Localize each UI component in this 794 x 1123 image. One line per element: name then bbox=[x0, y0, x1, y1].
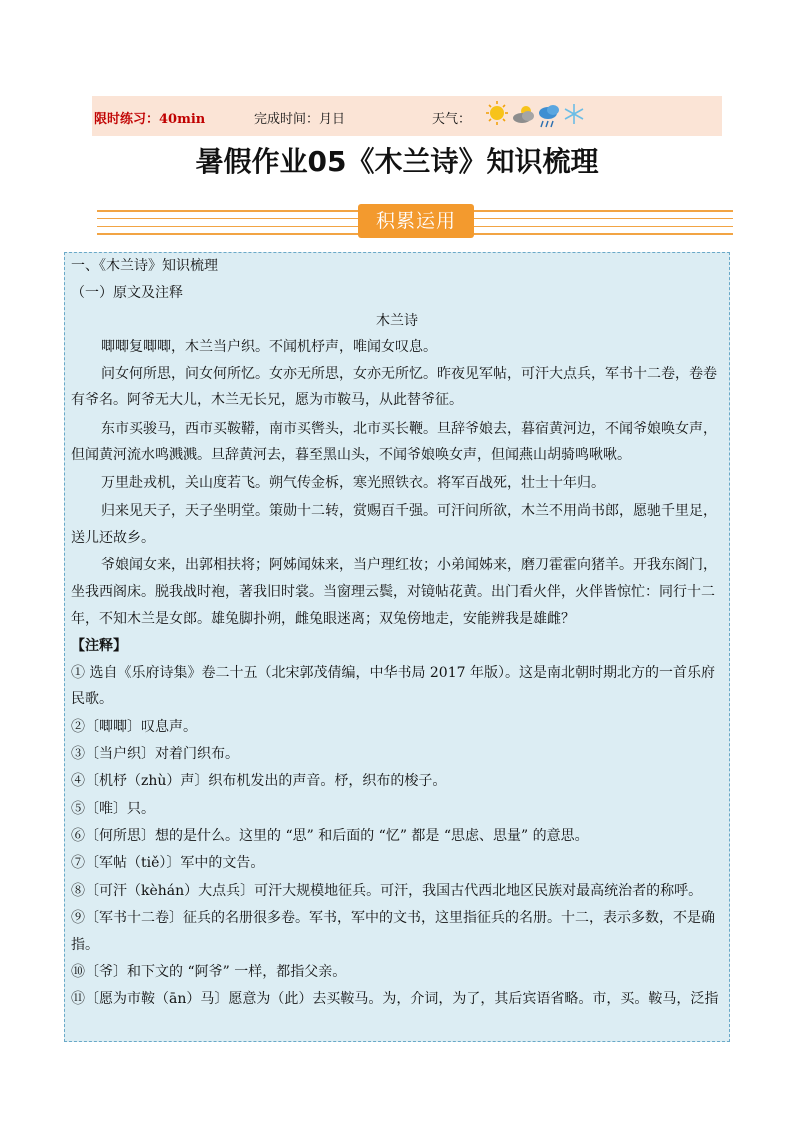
sun-icon bbox=[486, 101, 508, 125]
note-item: ④〔机杼（zhù）声〕织布机发出的声音。杼，织布的梭子。 bbox=[71, 773, 447, 789]
subsection-heading: （一）原文及注释 bbox=[71, 285, 183, 301]
note-item: ⑨〔军书十二卷〕征兵的名册很多卷。军书，军中的文书，这里指征兵的名册。十二，表示多数，不是确 bbox=[71, 910, 715, 926]
poem-line: 问女何所思，问女何所忆。女亦无所思，女亦无所忆。昨夜见军帖，可汗大点兵，军书十二卷，卷卷 bbox=[101, 366, 717, 382]
note-item: ⑩〔爷〕和下文的 “阿爷” 一样，都指父亲。 bbox=[71, 964, 347, 980]
header-band bbox=[92, 96, 722, 136]
poem-line: 有爷名。阿爷无大儿，木兰无长兄，愿为市鞍马，从此替爷征。 bbox=[71, 392, 463, 408]
note-item: ⑧〔可汗（kèhán）大点兵〕可汗大规模地征兵。可汗，我国古代西北地区民族对最高统治者的称呼。 bbox=[71, 883, 703, 899]
note-item: 指。 bbox=[71, 937, 99, 953]
page-title: 暑假作业05《木兰诗》知识梳理 bbox=[195, 145, 599, 178]
note-item: ⑪〔愿为市鞍（ān）马〕愿意为（此）去买鞍马。为，介词，为了，其后宾语省略。市，买。鞍马，泛指 bbox=[71, 991, 719, 1007]
rain-icon bbox=[539, 105, 559, 127]
snow-icon bbox=[565, 104, 583, 124]
poem-line: 唧唧复唧唧，木兰当户织。不闻机杼声，唯闻女叹息。 bbox=[101, 339, 437, 355]
poem-line: 东市买骏马，西市买鞍鞯，南市买辔头，北市买长鞭。旦辞爷娘去，暮宿黄河边，不闻爷娘唤女声， bbox=[101, 421, 717, 437]
note-item: ③〔当户织〕对着门织布。 bbox=[71, 746, 239, 762]
note-item: 民歌。 bbox=[71, 691, 113, 707]
time-limit-label: 限时练习：40min bbox=[94, 112, 206, 127]
poem-line: 万里赴戎机，关山度若飞。朔气传金柝，寒光照铁衣。将军百战死，壮士十年归。 bbox=[101, 475, 605, 491]
weather-label: 天气： bbox=[432, 112, 472, 127]
notes-heading: 【注释】 bbox=[71, 638, 127, 654]
note-item: ① 选自《乐府诗集》卷二十五（北宋郭茂倩编，中华书局 2017 年版）。这是南北朝时期北方的一首乐府 bbox=[71, 665, 715, 681]
weather-icons bbox=[486, 98, 586, 132]
poem-line: 但闻黄河流水鸣溅溅。旦辞黄河去，暮至黑山头，不闻爷娘唤女声，但闻燕山胡骑鸣啾啾。 bbox=[71, 447, 631, 463]
poem-line: 爷娘闻女来，出郭相扶将；阿姊闻妹来，当户理红妆；小弟闻姊来，磨刀霍霍向猪羊。开我东阁门， bbox=[101, 557, 717, 573]
poem-title: 木兰诗 bbox=[376, 313, 418, 329]
note-item: ②〔唧唧〕叹息声。 bbox=[71, 719, 197, 735]
note-item: ⑥〔何所思〕想的是什么。这里的 “思” 和后面的 “忆” 都是 “思虑、思量” 的意思。 bbox=[71, 828, 589, 844]
note-item: ⑤〔唯〕只。 bbox=[71, 801, 155, 817]
completion-time-label: 完成时间：月日 bbox=[254, 112, 346, 127]
poem-line: 坐我西阁床。脱我战时袍，著我旧时裳。当窗理云鬓，对镜帖花黄。出门看火伴，火伴皆惊忙：同行十二 bbox=[71, 584, 715, 600]
poem-line: 送儿还故乡。 bbox=[71, 530, 155, 546]
content-box bbox=[64, 252, 730, 1042]
cloud-sun-icon bbox=[513, 106, 534, 123]
note-item: ⑦〔军帖（tiě）〕军中的文告。 bbox=[71, 855, 265, 871]
section-heading: 一、《木兰诗》知识梳理 bbox=[71, 258, 218, 274]
section-banner: 积累运用 bbox=[358, 204, 474, 238]
poem-line: 年，不知木兰是女郎。雄兔脚扑朔，雌兔眼迷离；双兔傍地走，安能辨我是雄雌？ bbox=[71, 611, 575, 627]
poem-line: 归来见天子，天子坐明堂。策勋十二转，赏赐百千强。可汗问所欲，木兰不用尚书郎，愿驰千里足， bbox=[101, 503, 717, 519]
